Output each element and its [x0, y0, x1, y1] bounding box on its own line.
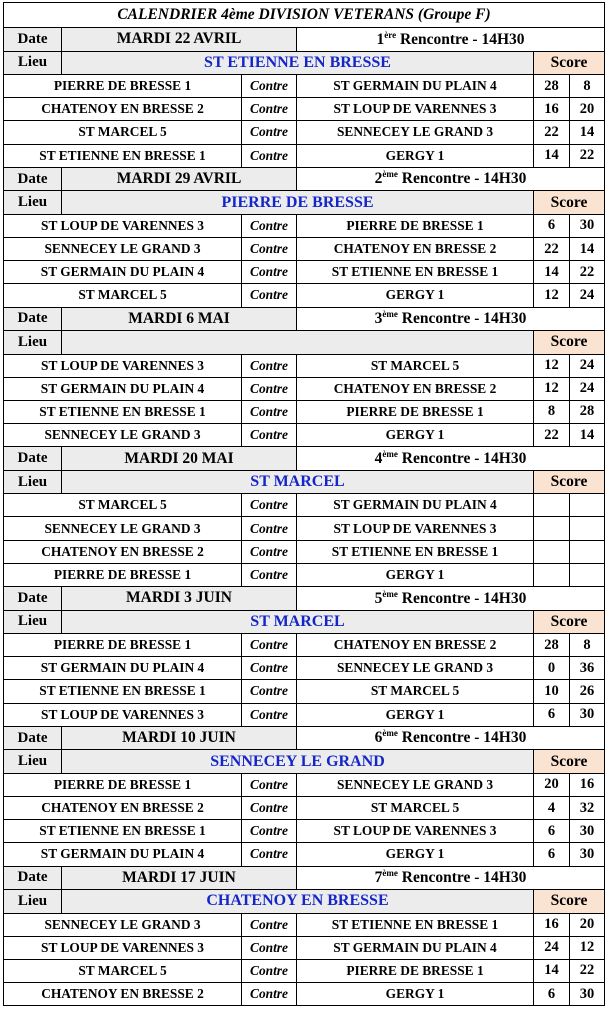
round-date: MARDI 3 JUIN — [62, 587, 297, 611]
contre-label: Contre — [242, 144, 297, 167]
contre-label: Contre — [242, 563, 297, 586]
round-rencontre — [297, 307, 605, 331]
lieu-label: Lieu — [4, 890, 62, 914]
round-venue: SENNECEY LE GRAND — [62, 750, 534, 774]
away-score — [570, 563, 605, 586]
contre-label: Contre — [242, 400, 297, 423]
contre-label: Contre — [242, 634, 297, 657]
round-number: 6 — [374, 729, 383, 747]
away-team: GERGY 1 — [297, 703, 534, 726]
round-ordinal-suffix: ème — [382, 728, 398, 739]
match-row — [4, 703, 605, 726]
away-score — [570, 517, 605, 540]
round-ordinal-suffix: ème — [382, 309, 398, 320]
home-score — [534, 540, 570, 563]
match-row — [4, 983, 605, 1006]
home-team: CHATENOY EN BRESSE 2 — [4, 796, 242, 819]
contre-label: Contre — [242, 936, 297, 959]
away-score: 30 — [570, 820, 605, 843]
round-venue: ST MARCEL — [62, 610, 534, 634]
home-team: ST ETIENNE EN BRESSE 1 — [4, 820, 242, 843]
away-team: SENNECEY LE GRAND 3 — [297, 773, 534, 796]
round-lieu-row — [4, 51, 605, 75]
match-row — [4, 377, 605, 400]
contre-label: Contre — [242, 98, 297, 121]
away-team: ST ETIENNE EN BRESSE 1 — [297, 913, 534, 936]
round-lieu-row — [4, 610, 605, 634]
away-score: 20 — [570, 98, 605, 121]
date-label: Date — [4, 447, 62, 471]
round-rencontre — [297, 587, 605, 611]
round-date-row — [4, 866, 605, 890]
home-team: PIERRE DE BRESSE 1 — [4, 563, 242, 586]
round-rencontre — [297, 447, 605, 471]
round-lieu-row — [4, 191, 605, 215]
contre-label: Contre — [242, 121, 297, 144]
away-score: 22 — [570, 261, 605, 284]
away-score: 14 — [570, 237, 605, 260]
away-team: PIERRE DE BRESSE 1 — [297, 959, 534, 982]
round-ordinal-suffix: ème — [382, 868, 398, 879]
contre-label: Contre — [242, 680, 297, 703]
score-header: Score — [534, 331, 605, 355]
match-row — [4, 517, 605, 540]
lieu-label: Lieu — [4, 191, 62, 215]
away-team: ST MARCEL 5 — [297, 680, 534, 703]
away-team: CHATENOY EN BRESSE 2 — [297, 377, 534, 400]
match-row — [4, 261, 605, 284]
match-row — [4, 284, 605, 307]
match-row — [4, 936, 605, 959]
score-header: Score — [534, 890, 605, 914]
round-rencontre — [297, 866, 605, 890]
round-date-row — [4, 726, 605, 750]
away-score: 22 — [570, 144, 605, 167]
home-score: 22 — [534, 237, 570, 260]
round-date: MARDI 10 JUIN — [62, 726, 297, 750]
home-team: CHATENOY EN BRESSE 2 — [4, 983, 242, 1006]
round-date: MARDI 22 AVRIL — [62, 28, 297, 52]
date-label: Date — [4, 28, 62, 52]
lieu-label: Lieu — [4, 51, 62, 75]
away-team: GERGY 1 — [297, 284, 534, 307]
round-lieu-row — [4, 890, 605, 914]
round-number: 1 — [376, 30, 385, 48]
round-date: MARDI 20 MAI — [62, 447, 297, 471]
round-venue: CHATENOY EN BRESSE — [62, 890, 534, 914]
lieu-label: Lieu — [4, 750, 62, 774]
away-team: GERGY 1 — [297, 983, 534, 1006]
home-team: ST MARCEL 5 — [4, 284, 242, 307]
away-team: ST ETIENNE EN BRESSE 1 — [297, 540, 534, 563]
home-score: 16 — [534, 913, 570, 936]
match-row — [4, 237, 605, 260]
home-team: CHATENOY EN BRESSE 2 — [4, 98, 242, 121]
home-score: 8 — [534, 400, 570, 423]
away-score: 24 — [570, 354, 605, 377]
home-score: 6 — [534, 703, 570, 726]
home-team: SENNECEY LE GRAND 3 — [4, 517, 242, 540]
home-score: 0 — [534, 657, 570, 680]
away-team: PIERRE DE BRESSE 1 — [297, 400, 534, 423]
contre-label: Contre — [242, 843, 297, 866]
away-score — [570, 494, 605, 517]
away-team: ST LOUP DE VARENNES 3 — [297, 98, 534, 121]
match-row — [4, 634, 605, 657]
home-team: ST GERMAIN DU PLAIN 4 — [4, 843, 242, 866]
home-team: ST MARCEL 5 — [4, 121, 242, 144]
contre-label: Contre — [242, 517, 297, 540]
away-score: 30 — [570, 703, 605, 726]
round-number: 7 — [374, 869, 383, 887]
round-ordinal-suffix: ère — [384, 29, 397, 40]
home-score: 6 — [534, 214, 570, 237]
match-row — [4, 144, 605, 167]
match-row — [4, 820, 605, 843]
away-team: ST ETIENNE EN BRESSE 1 — [297, 261, 534, 284]
round-number: 2 — [374, 170, 383, 188]
round-date: MARDI 29 AVRIL — [62, 167, 297, 191]
round-date: MARDI 6 MAI — [62, 307, 297, 331]
contre-label: Contre — [242, 261, 297, 284]
home-score: 14 — [534, 144, 570, 167]
home-score: 12 — [534, 377, 570, 400]
home-team: PIERRE DE BRESSE 1 — [4, 634, 242, 657]
round-number: 3 — [374, 310, 383, 328]
page-title: CALENDRIER 4ème DIVISION VETERANS (Groupe F) — [4, 3, 605, 28]
away-team: ST LOUP DE VARENNES 3 — [297, 517, 534, 540]
match-row — [4, 913, 605, 936]
home-score: 20 — [534, 773, 570, 796]
away-score: 24 — [570, 377, 605, 400]
home-team: SENNECEY LE GRAND 3 — [4, 913, 242, 936]
lieu-label: Lieu — [4, 470, 62, 494]
home-team: SENNECEY LE GRAND 3 — [4, 424, 242, 447]
away-score: 30 — [570, 843, 605, 866]
match-row — [4, 424, 605, 447]
round-rencontre-text: Rencontre - 14H30 — [397, 310, 527, 328]
away-team: SENNECEY LE GRAND 3 — [297, 657, 534, 680]
away-score: 14 — [570, 424, 605, 447]
round-rencontre-text: Rencontre - 14H30 — [397, 450, 527, 468]
contre-label: Contre — [242, 237, 297, 260]
away-score: 36 — [570, 657, 605, 680]
contre-label: Contre — [242, 214, 297, 237]
contre-label: Contre — [242, 657, 297, 680]
away-team: ST GERMAIN DU PLAIN 4 — [297, 936, 534, 959]
away-team: ST GERMAIN DU PLAIN 4 — [297, 75, 534, 98]
home-team: ST ETIENNE EN BRESSE 1 — [4, 400, 242, 423]
round-lieu-row — [4, 750, 605, 774]
score-header: Score — [534, 51, 605, 75]
round-date-row — [4, 307, 605, 331]
away-team: CHATENOY EN BRESSE 2 — [297, 237, 534, 260]
contre-label: Contre — [242, 773, 297, 796]
home-score: 6 — [534, 843, 570, 866]
away-score: 12 — [570, 936, 605, 959]
round-rencontre-text: Rencontre - 14H30 — [397, 170, 527, 188]
match-row — [4, 959, 605, 982]
home-score — [534, 563, 570, 586]
match-row — [4, 773, 605, 796]
away-score: 8 — [570, 634, 605, 657]
round-lieu-row — [4, 470, 605, 494]
round-rencontre-text: Rencontre - 14H30 — [397, 869, 527, 887]
home-score: 4 — [534, 796, 570, 819]
match-row — [4, 214, 605, 237]
round-ordinal-suffix: ème — [382, 448, 398, 459]
match-row — [4, 75, 605, 98]
home-team: ST GERMAIN DU PLAIN 4 — [4, 261, 242, 284]
home-team: ST LOUP DE VARENNES 3 — [4, 703, 242, 726]
home-score: 12 — [534, 354, 570, 377]
round-rencontre — [297, 726, 605, 750]
home-score: 28 — [534, 634, 570, 657]
away-score: 32 — [570, 796, 605, 819]
home-score: 22 — [534, 424, 570, 447]
title-row — [4, 3, 605, 28]
match-row — [4, 796, 605, 819]
home-score: 24 — [534, 936, 570, 959]
away-score: 26 — [570, 680, 605, 703]
match-row — [4, 540, 605, 563]
away-score — [570, 540, 605, 563]
away-team: PIERRE DE BRESSE 1 — [297, 214, 534, 237]
contre-label: Contre — [242, 796, 297, 819]
round-rencontre-text: Rencontre - 14H30 — [396, 30, 525, 48]
home-team: PIERRE DE BRESSE 1 — [4, 75, 242, 98]
match-row — [4, 494, 605, 517]
home-score: 12 — [534, 284, 570, 307]
date-label: Date — [4, 587, 62, 611]
away-team: ST MARCEL 5 — [297, 796, 534, 819]
home-team: ST MARCEL 5 — [4, 959, 242, 982]
contre-label: Contre — [242, 983, 297, 1006]
away-score: 28 — [570, 400, 605, 423]
away-team: SENNECEY LE GRAND 3 — [297, 121, 534, 144]
home-score: 6 — [534, 820, 570, 843]
away-score: 16 — [570, 773, 605, 796]
round-ordinal-suffix: ème — [382, 588, 398, 599]
score-header: Score — [534, 191, 605, 215]
contre-label: Contre — [242, 494, 297, 517]
round-rencontre-text: Rencontre - 14H30 — [397, 589, 527, 607]
home-team: ST GERMAIN DU PLAIN 4 — [4, 377, 242, 400]
away-score: 22 — [570, 959, 605, 982]
round-date-row — [4, 167, 605, 191]
round-rencontre-text: Rencontre - 14H30 — [397, 729, 527, 747]
round-rencontre — [297, 167, 605, 191]
date-label: Date — [4, 167, 62, 191]
score-header: Score — [534, 610, 605, 634]
score-header: Score — [534, 750, 605, 774]
contre-label: Contre — [242, 703, 297, 726]
away-team: GERGY 1 — [297, 424, 534, 447]
round-number: 5 — [374, 589, 383, 607]
home-team: ST ETIENNE EN BRESSE 1 — [4, 144, 242, 167]
home-score — [534, 517, 570, 540]
contre-label: Contre — [242, 354, 297, 377]
round-ordinal-suffix: ème — [382, 169, 398, 180]
match-row — [4, 680, 605, 703]
contre-label: Contre — [242, 75, 297, 98]
home-score: 14 — [534, 261, 570, 284]
home-team: ST LOUP DE VARENNES 3 — [4, 214, 242, 237]
home-team: PIERRE DE BRESSE 1 — [4, 773, 242, 796]
away-team: GERGY 1 — [297, 563, 534, 586]
match-row — [4, 354, 605, 377]
home-score: 28 — [534, 75, 570, 98]
contre-label: Contre — [242, 820, 297, 843]
away-team: ST GERMAIN DU PLAIN 4 — [297, 494, 534, 517]
round-lieu-row — [4, 331, 605, 355]
lieu-label: Lieu — [4, 610, 62, 634]
home-team: ST LOUP DE VARENNES 3 — [4, 936, 242, 959]
round-date: MARDI 17 JUIN — [62, 866, 297, 890]
home-team: ST MARCEL 5 — [4, 494, 242, 517]
round-number: 4 — [374, 450, 383, 468]
away-score: 30 — [570, 983, 605, 1006]
away-score: 20 — [570, 913, 605, 936]
date-label: Date — [4, 726, 62, 750]
away-score: 24 — [570, 284, 605, 307]
date-label: Date — [4, 307, 62, 331]
round-venue: ST ETIENNE EN BRESSE — [62, 51, 534, 75]
lieu-label: Lieu — [4, 331, 62, 355]
away-team: GERGY 1 — [297, 144, 534, 167]
away-score: 8 — [570, 75, 605, 98]
away-team: ST MARCEL 5 — [297, 354, 534, 377]
away-team: GERGY 1 — [297, 843, 534, 866]
away-team: CHATENOY EN BRESSE 2 — [297, 634, 534, 657]
contre-label: Contre — [242, 424, 297, 447]
home-score — [534, 494, 570, 517]
contre-label: Contre — [242, 913, 297, 936]
home-score: 22 — [534, 121, 570, 144]
contre-label: Contre — [242, 377, 297, 400]
calendar-table — [3, 2, 605, 1006]
home-score: 16 — [534, 98, 570, 121]
match-row — [4, 843, 605, 866]
away-score: 14 — [570, 121, 605, 144]
round-venue — [62, 331, 534, 355]
match-row — [4, 657, 605, 680]
home-team: CHATENOY EN BRESSE 2 — [4, 540, 242, 563]
round-date-row — [4, 587, 605, 611]
home-team: ST ETIENNE EN BRESSE 1 — [4, 680, 242, 703]
away-score: 30 — [570, 214, 605, 237]
score-header: Score — [534, 470, 605, 494]
round-date-row — [4, 447, 605, 471]
round-rencontre — [297, 28, 605, 52]
home-team: ST GERMAIN DU PLAIN 4 — [4, 657, 242, 680]
match-row — [4, 98, 605, 121]
home-score: 10 — [534, 680, 570, 703]
contre-label: Contre — [242, 540, 297, 563]
match-row — [4, 121, 605, 144]
contre-label: Contre — [242, 284, 297, 307]
away-team: ST LOUP DE VARENNES 3 — [297, 820, 534, 843]
home-team: SENNECEY LE GRAND 3 — [4, 237, 242, 260]
match-row — [4, 400, 605, 423]
home-score: 14 — [534, 959, 570, 982]
date-label: Date — [4, 866, 62, 890]
round-date-row — [4, 28, 605, 52]
match-row — [4, 563, 605, 586]
round-venue: ST MARCEL — [62, 470, 534, 494]
round-venue: PIERRE DE BRESSE — [62, 191, 534, 215]
home-score: 6 — [534, 983, 570, 1006]
home-team: ST LOUP DE VARENNES 3 — [4, 354, 242, 377]
contre-label: Contre — [242, 959, 297, 982]
